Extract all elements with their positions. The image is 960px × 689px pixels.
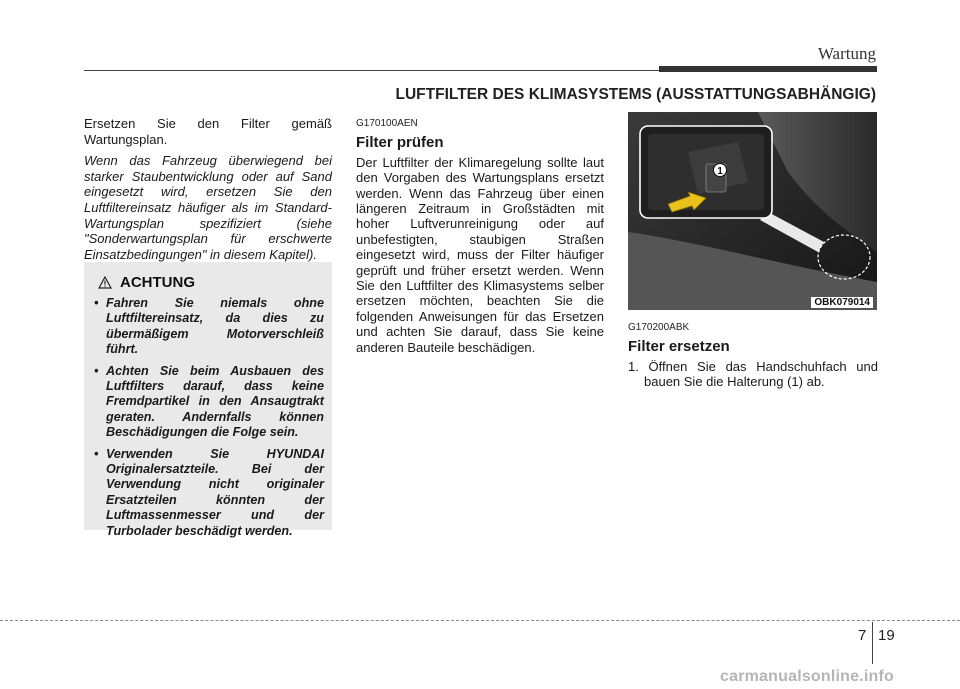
glovebox-photo bbox=[628, 112, 877, 310]
filter-replace-heading: Filter ersetzen bbox=[628, 338, 730, 356]
glovebox-illustration bbox=[628, 112, 877, 310]
section-title: LUFTFILTER DES KLIMASYSTEMS (AUSSTATTUNGSABHÄNGIG) bbox=[395, 86, 876, 103]
header-rule bbox=[84, 70, 659, 71]
replace-step-1: 1. Öffnen Sie das Handschuhfach und bauen Sie die Halterung (1) ab. bbox=[628, 358, 878, 390]
filter-replace-section bbox=[628, 320, 878, 390]
caution-item: • Verwenden Sie HYUNDAI Originalersatzteile. Bei der Verwendung nicht originaler Ersatzteilen könnten der Luftmassenmesser und der Turbolader beschädigt werden. bbox=[94, 446, 324, 538]
figure-code: OBK079014 bbox=[811, 297, 873, 308]
filter-check-body: Der Luftfilter der Klimaregelung sollte laut den Vorgaben des Wartungsplans ersetzt werden. Wenn das Fahrzeug über einen längeren Zeitraum in Großstädten mit hoher Luftverunreinigung oder auf unbefestigten, staubigen Straßen eingesetzt wird, muss der Filter häufiger geprüft und früher ersetzt werden. Wenn Sie den Luftfilter des Klimasystems selber ersetzen möchten, beachten Sie die folgenden Anweisungen für das Ersetzen und achten Sie darauf, dass Sie keine anderen Bauteile beschädigen. bbox=[356, 154, 604, 355]
caution-header bbox=[98, 274, 195, 291]
callout-number: 1 bbox=[717, 166, 723, 177]
section-code: G170200ABK bbox=[628, 322, 690, 333]
page-number-separator bbox=[872, 622, 873, 664]
warning-triangle-icon bbox=[98, 276, 112, 289]
caution-box bbox=[84, 262, 332, 538]
caution-title: ACHTUNG bbox=[120, 274, 195, 291]
watermark: carmanualsonline.info bbox=[720, 668, 895, 685]
intro-column bbox=[84, 116, 332, 262]
intro-paragraph: Ersetzen Sie den Filter gemäß Wartungsplan. bbox=[84, 116, 332, 147]
header-accent-bar bbox=[659, 66, 877, 72]
filter-check-section bbox=[356, 116, 604, 355]
caution-item: • Fahren Sie niemals ohne Luftfiltereinsatz, da dies zu übermäßigem Motorverschleiß führt. bbox=[94, 296, 324, 357]
caution-item: • Achten Sie beim Ausbauen des Luftfilters darauf, dass keine Fremdpartikel in den Ansaugtrakt geraten. Andernfalls können Beschädigungen die Folge sein. bbox=[94, 363, 324, 440]
intro-note-italic: Wenn das Fahrzeug überwiegend bei starker Staubentwicklung oder auf Sand eingesetzt wird, ersetzen Sie den Luftfiltereinsatz häufiger als im Standard-Wartungsplan spezifiziert (siehe "Sonderwartungsplan für erschwerte Einsatzbedingungen" in diesem Kapitel). bbox=[84, 153, 332, 262]
filter-check-heading: Filter prüfen bbox=[356, 134, 444, 152]
footer-rule bbox=[0, 620, 960, 621]
chapter-header-title: Wartung bbox=[817, 44, 876, 63]
section-code: G170100AEN bbox=[356, 118, 418, 129]
page-number: 19 bbox=[878, 627, 895, 644]
chapter-number: 7 bbox=[858, 627, 867, 644]
caution-list bbox=[92, 296, 324, 545]
